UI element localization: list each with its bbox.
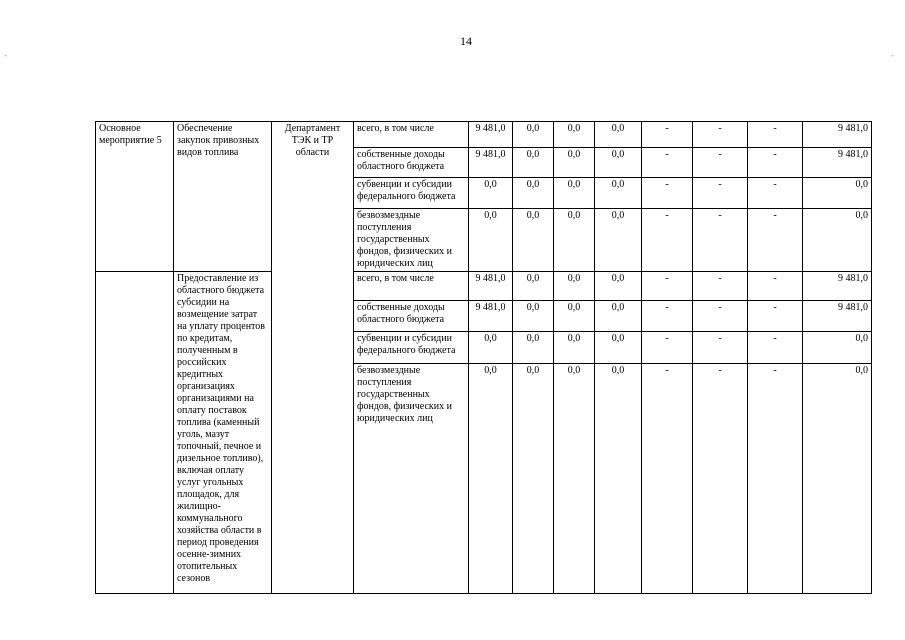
executor-cell: Департамент ТЭК и ТР области	[272, 122, 354, 594]
value-cell: 0,0	[554, 209, 595, 272]
value-cell: -	[693, 364, 748, 594]
value-cell: 0,0	[595, 272, 642, 301]
source-own-cell: собственные доходы областного бюджета	[354, 301, 469, 332]
value-cell: 9 481,0	[469, 301, 513, 332]
value-cell: 0,0	[595, 332, 642, 364]
value-cell: -	[748, 272, 803, 301]
value-cell: 0,0	[595, 178, 642, 209]
value-cell: 0,0	[595, 148, 642, 178]
value-cell: 0,0	[513, 364, 554, 594]
value-cell: -	[642, 148, 693, 178]
value-cell: -	[642, 209, 693, 272]
value-cell: 0,0	[554, 148, 595, 178]
budget-table	[95, 121, 872, 594]
empty-label-cell	[96, 272, 174, 594]
value-cell: 0,0	[513, 122, 554, 148]
value-cell: 0,0	[803, 178, 872, 209]
value-cell: -	[693, 148, 748, 178]
value-cell: -	[748, 122, 803, 148]
table-row	[96, 122, 872, 148]
value-cell: -	[642, 272, 693, 301]
value-cell: 0,0	[803, 364, 872, 594]
value-cell: 0,0	[554, 178, 595, 209]
value-cell: 0,0	[513, 301, 554, 332]
program-title-cell: Обеспечение закупок привозных видов топлива	[174, 122, 272, 272]
value-cell: -	[693, 272, 748, 301]
source-own-cell: собственные доходы областного бюджета	[354, 148, 469, 178]
value-cell: -	[748, 209, 803, 272]
value-cell: 0,0	[513, 209, 554, 272]
value-cell: -	[748, 148, 803, 178]
page-number: 14	[460, 34, 472, 48]
value-cell: 0,0	[513, 148, 554, 178]
value-cell: -	[693, 301, 748, 332]
value-cell: -	[748, 332, 803, 364]
value-cell: -	[642, 332, 693, 364]
value-cell: -	[693, 332, 748, 364]
left-margin-mark: -	[4, 50, 7, 60]
value-cell: 0,0	[595, 301, 642, 332]
value-cell: 0,0	[595, 122, 642, 148]
value-cell: -	[693, 122, 748, 148]
value-cell: 0,0	[469, 364, 513, 594]
table-row	[96, 272, 872, 301]
value-cell: 0,0	[554, 332, 595, 364]
source-federal-cell: субвенции и субсидии федерального бюджета	[354, 332, 469, 364]
value-cell: 0,0	[554, 122, 595, 148]
value-cell: 0,0	[554, 364, 595, 594]
source-grants-cell: безвозмездные поступления государственных фондов, физических и юридических лиц	[354, 209, 469, 272]
value-cell: 0,0	[803, 209, 872, 272]
value-cell: -	[748, 364, 803, 594]
subitem-title-cell: Предоставление из областного бюджета субсидии на возмещение затрат на уплату процентов по кредитам, полученным в российских кредитных организациях организациями на оплату поставок топлива (каменный уголь, мазут топочный, печное и дизельное топливо), включая оплату услуг угольных площадок, для жилищно-коммунального хозяйства области в период проведения осенне-зимних отопительных сезонов	[174, 272, 272, 594]
value-cell: 0,0	[803, 332, 872, 364]
right-margin-mark: -	[891, 50, 894, 60]
value-cell: 9 481,0	[803, 148, 872, 178]
value-cell: -	[642, 122, 693, 148]
value-cell: 0,0	[469, 178, 513, 209]
value-cell: 9 481,0	[803, 301, 872, 332]
source-federal-cell: субвенции и субсидии федерального бюджета	[354, 178, 469, 209]
value-cell: 0,0	[595, 209, 642, 272]
source-total-cell: всего, в том числе	[354, 122, 469, 148]
value-cell: 9 481,0	[469, 272, 513, 301]
value-cell: 0,0	[554, 272, 595, 301]
program-label-cell: Основное мероприятие 5	[96, 122, 174, 272]
value-cell: 9 481,0	[803, 272, 872, 301]
value-cell: -	[642, 364, 693, 594]
source-total-cell: всего, в том числе	[354, 272, 469, 301]
value-cell: 0,0	[513, 272, 554, 301]
value-cell: -	[693, 209, 748, 272]
value-cell: 0,0	[469, 332, 513, 364]
value-cell: -	[642, 178, 693, 209]
value-cell: -	[748, 178, 803, 209]
value-cell: 0,0	[554, 301, 595, 332]
value-cell: 9 481,0	[803, 122, 872, 148]
value-cell: -	[642, 301, 693, 332]
value-cell: 0,0	[513, 178, 554, 209]
value-cell: 0,0	[469, 209, 513, 272]
value-cell: -	[748, 301, 803, 332]
value-cell: 9 481,0	[469, 148, 513, 178]
value-cell: 0,0	[595, 364, 642, 594]
value-cell: 9 481,0	[469, 122, 513, 148]
source-grants-cell: безвозмездные поступления государственных фондов, физических и юридических лиц	[354, 364, 469, 594]
value-cell: -	[693, 178, 748, 209]
value-cell: 0,0	[513, 332, 554, 364]
